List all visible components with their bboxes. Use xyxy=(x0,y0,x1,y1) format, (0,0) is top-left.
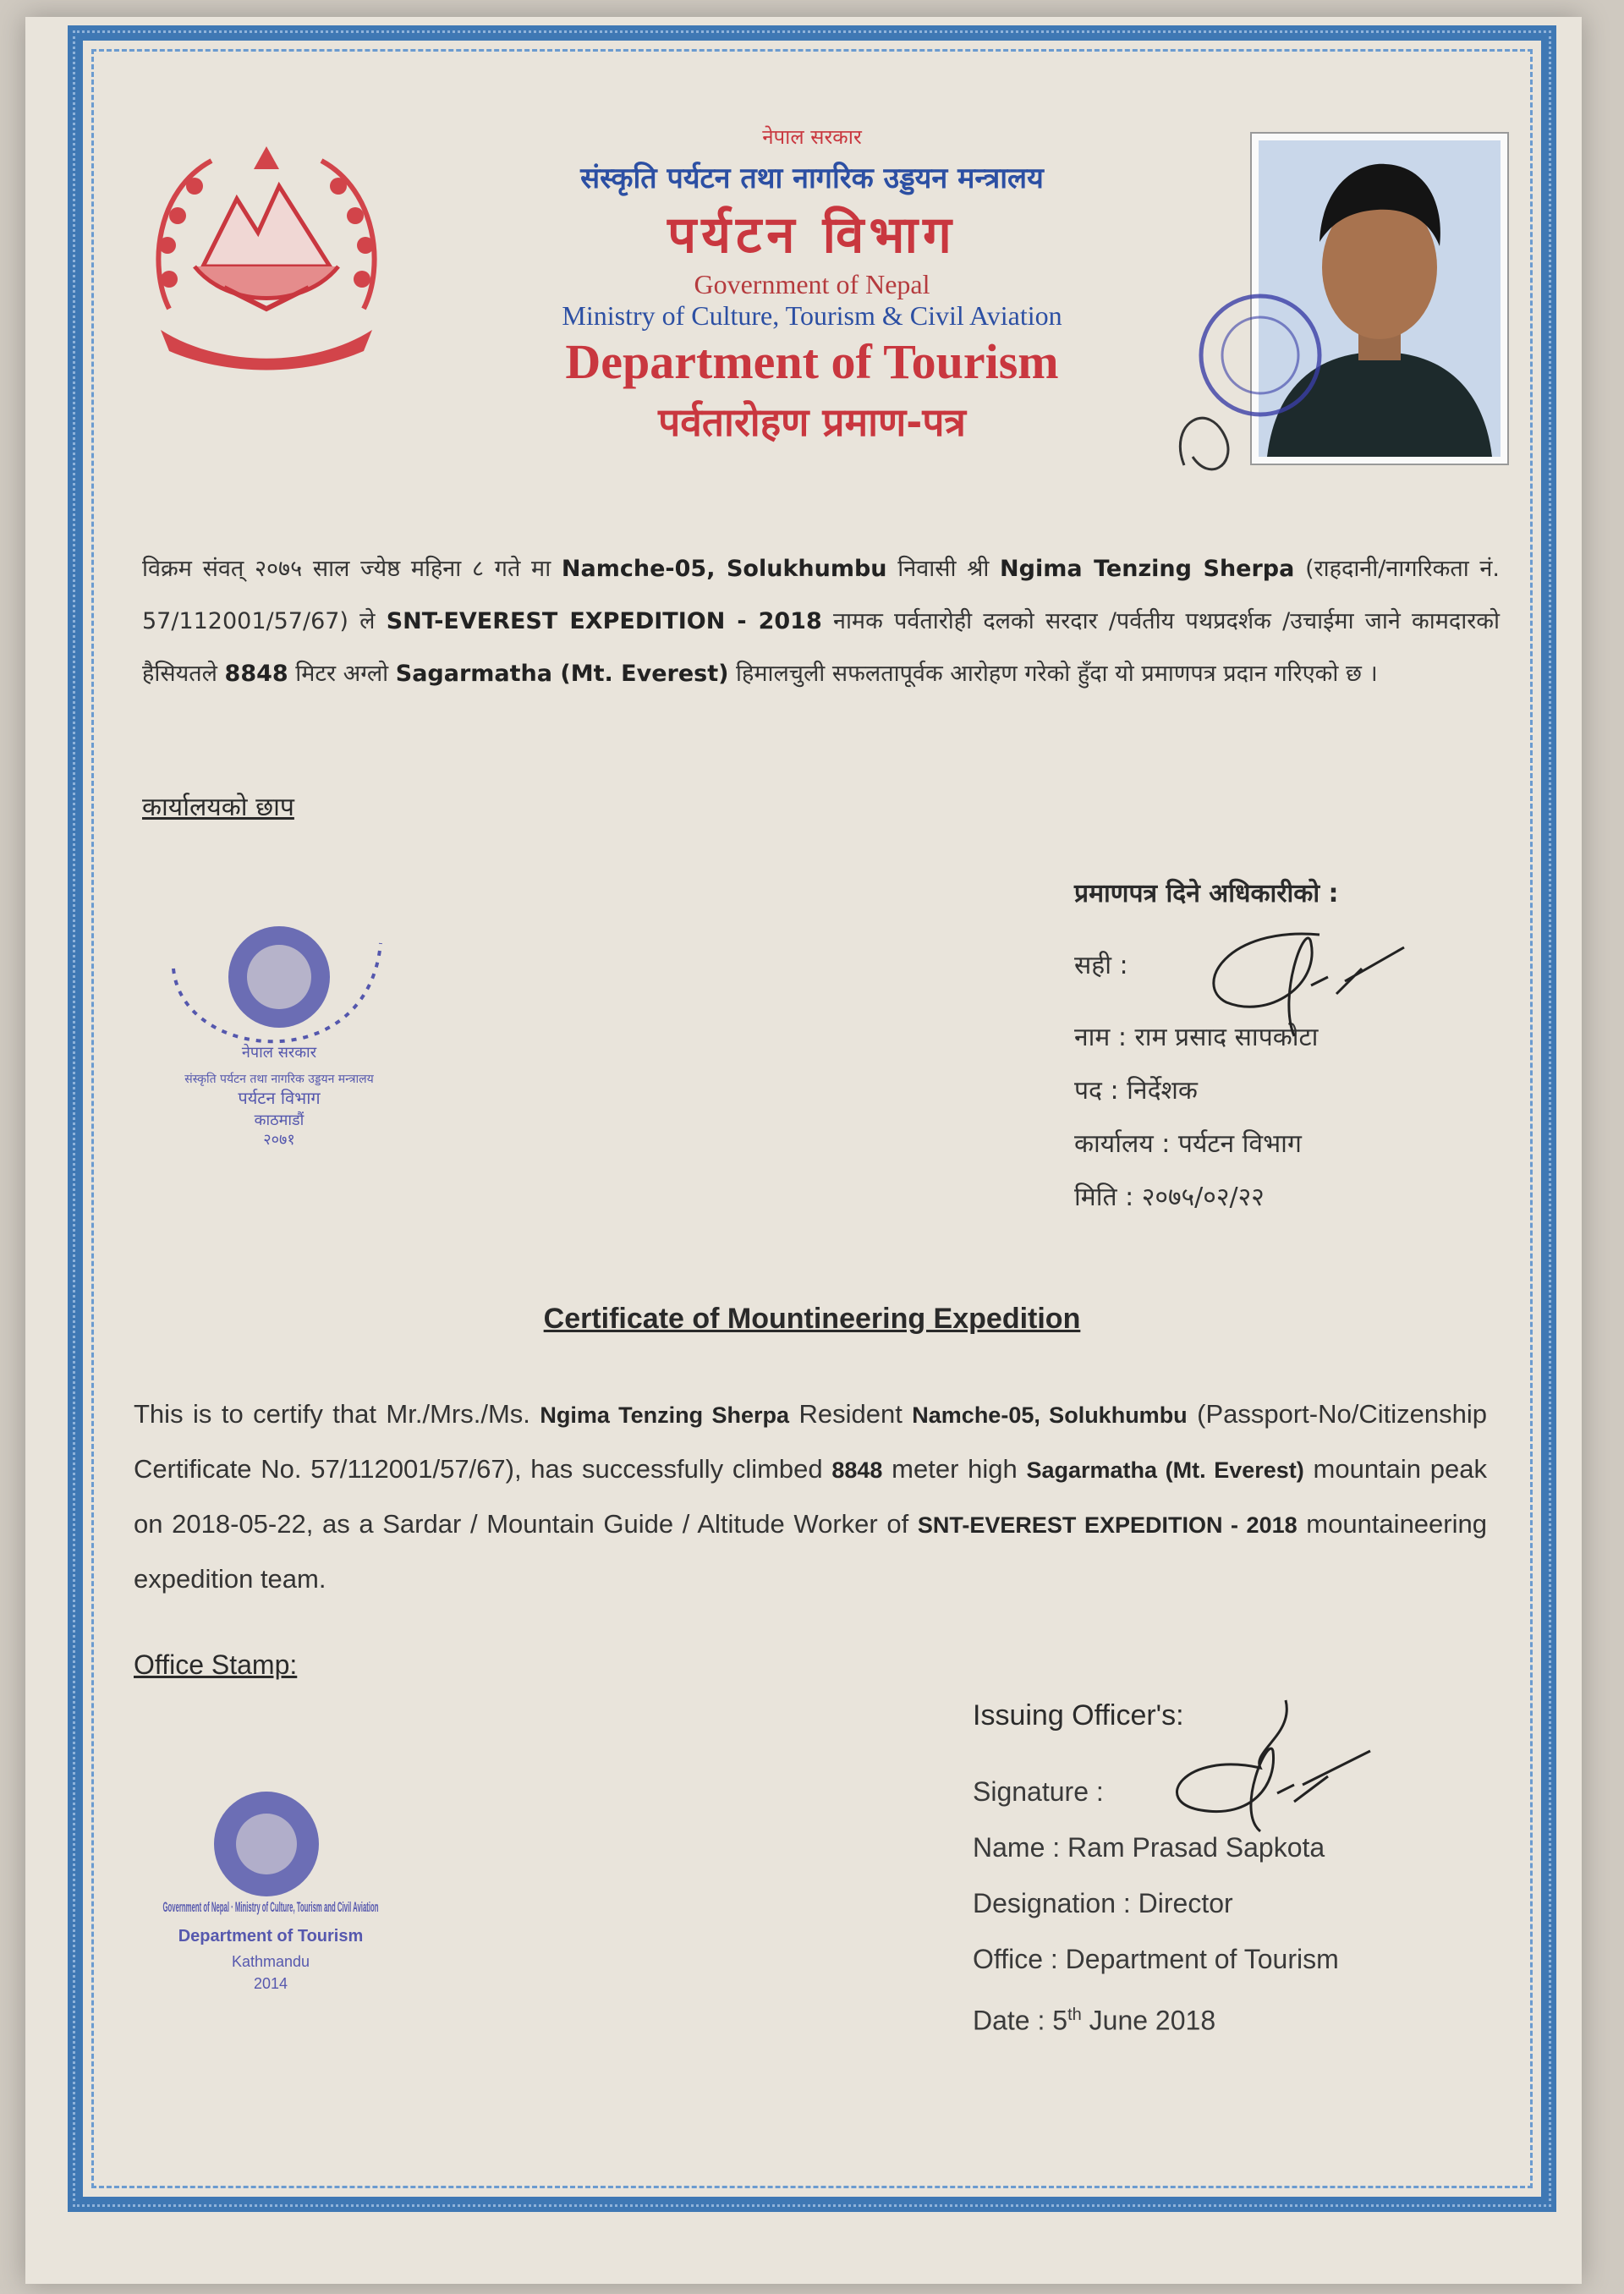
en-peak: Sagarmatha (Mt. Everest) xyxy=(1026,1457,1304,1483)
en-text-6: mountaineering expedition team. xyxy=(134,1509,1487,1594)
gov-en-label: Government of Nepal xyxy=(694,269,930,299)
np-issue-date: मिति : २०७५/०२/२२ xyxy=(1074,1183,1265,1212)
en-text-1: This is to certify that Mr./Mrs./Ms. xyxy=(134,1399,540,1429)
np-officer-name: नाम : राम प्रसाद सापकोटा xyxy=(1074,1023,1319,1052)
np-text-3: (राहदानी/नागरिकता नं. 57/112001/57/67) ले xyxy=(142,556,1500,634)
office-stamp-np-icon xyxy=(156,892,402,1149)
en-expedition: SNT-EVEREST EXPEDITION - 2018 xyxy=(917,1512,1298,1538)
signature-en-icon xyxy=(1133,1683,1387,1836)
stamp2-ring: Government of Nepal · Ministry of Culture, Tourism and Civil Aviation xyxy=(162,1899,379,1915)
ministry-en-label: Ministry of Culture, Tourism & Civil Aviation xyxy=(562,300,1062,331)
np-resident: Namche-05, Solukhumbu xyxy=(561,556,887,582)
np-text-5: मिटर अग्लो xyxy=(288,661,396,687)
cert-np-title: पर्वतारोहण प्रमाण-पत्र xyxy=(658,399,966,445)
en-text-3: (Passport-No/Citizenship Certificate No. 57/112001/57/67), has successfully climbed xyxy=(134,1399,1487,1484)
stamp2-year: 2014 xyxy=(253,1975,288,1992)
np-holder-name: Ngima Tenzing Sherpa xyxy=(1000,556,1295,582)
en-date-suffix: June 2018 xyxy=(1081,2005,1216,2036)
np-text-6: हिमालचुली सफलतापूर्वक आरोहण गरेको हुँदा यो प्रमाणपत्र प्रदान गरिएको छ । xyxy=(728,661,1378,687)
dept-np-label: पर्यटन विभाग xyxy=(667,206,957,265)
certificate-body-np xyxy=(142,543,1500,700)
english-cert-title: Certificate of Mountineering Expedition xyxy=(543,1303,1081,1335)
np-peak: Sagarmatha (Mt. Everest) xyxy=(395,661,729,687)
np-text-1: विक्रम संवत् २०७५ साल ज्येष्ठ महिना ८ गते मा xyxy=(142,556,562,582)
en-officer-office: Office : Department of Tourism xyxy=(973,1944,1339,1974)
nepal-emblem-icon xyxy=(144,140,389,381)
np-officer-heading: प्रमाणपत्र दिने अधिकारीको : xyxy=(1074,879,1339,908)
en-date-sup: th xyxy=(1067,2006,1082,2024)
en-officer-heading: Issuing Officer's: xyxy=(973,1699,1184,1731)
np-officer-designation: पद : निर्देशक xyxy=(1074,1076,1198,1106)
stamp1-line5: २०७१ xyxy=(263,1131,295,1149)
stamp1-line1: नेपाल सरकार xyxy=(241,1044,317,1062)
en-date-prefix: Date : 5 xyxy=(973,2005,1068,2036)
np-signature-label: सही : xyxy=(1074,951,1128,980)
en-text-2: Resident xyxy=(789,1399,913,1429)
signature-np-icon xyxy=(1193,909,1421,1053)
en-officer-name: Name : Ram Prasad Sapkota xyxy=(973,1832,1325,1863)
en-text-4: meter high xyxy=(882,1454,1027,1484)
en-officer-designation: Designation : Director xyxy=(973,1888,1233,1918)
office-stamp-en-icon xyxy=(156,1764,389,2017)
certificate-header xyxy=(491,123,1133,447)
stamp1-line3: पर्यटन विभाग xyxy=(238,1088,321,1108)
stamp1-line4: काठमाडौं xyxy=(254,1111,304,1129)
np-stamp-label: कार्यालयको छाप xyxy=(142,793,294,822)
np-text-4: नामक पर्वतारोही दलको सरदार /पर्वतीय पथप्रदर्शक /उचाईमा जाने कामदारको हैसियतले xyxy=(142,608,1500,687)
certificate-body-en xyxy=(134,1387,1487,1606)
en-resident: Namche-05, Solukhumbu xyxy=(912,1402,1188,1428)
gov-np-label: नेपाल सरकार xyxy=(762,125,862,149)
np-expedition: SNT-EVEREST EXPEDITION - 2018 xyxy=(386,608,822,634)
photo-seal-icon xyxy=(1159,271,1311,491)
en-issue-date xyxy=(973,1987,1446,2049)
ministry-np-label: संस्कृति पर्यटन तथा नागरिक उड्डयन मन्त्रालय xyxy=(580,162,1044,195)
stamp2-city: Kathmandu xyxy=(231,1953,310,1970)
en-text-5: mountain peak on 2018-05-22, as a Sardar / Mountain Guide / Altitude Worker of xyxy=(134,1454,1487,1539)
np-height: 8848 xyxy=(224,661,288,687)
np-text-2: निवासी श्री xyxy=(886,556,1001,582)
stamp1-line2: संस्कृति पर्यटन तथा नागरिक उड्डयन मन्त्रालय xyxy=(184,1073,374,1086)
en-height: 8848 xyxy=(831,1457,883,1483)
en-stamp-label: Office Stamp: xyxy=(134,1649,298,1680)
en-holder-name: Ngima Tenzing Sherpa xyxy=(540,1402,790,1428)
en-signature-label: Signature : xyxy=(973,1776,1104,1807)
stamp2-dept: Department of Tourism xyxy=(178,1927,364,1946)
dept-en-title: Department of Tourism xyxy=(565,334,1059,389)
np-officer-office: कार्यालय : पर्यटन विभाग xyxy=(1074,1129,1302,1159)
